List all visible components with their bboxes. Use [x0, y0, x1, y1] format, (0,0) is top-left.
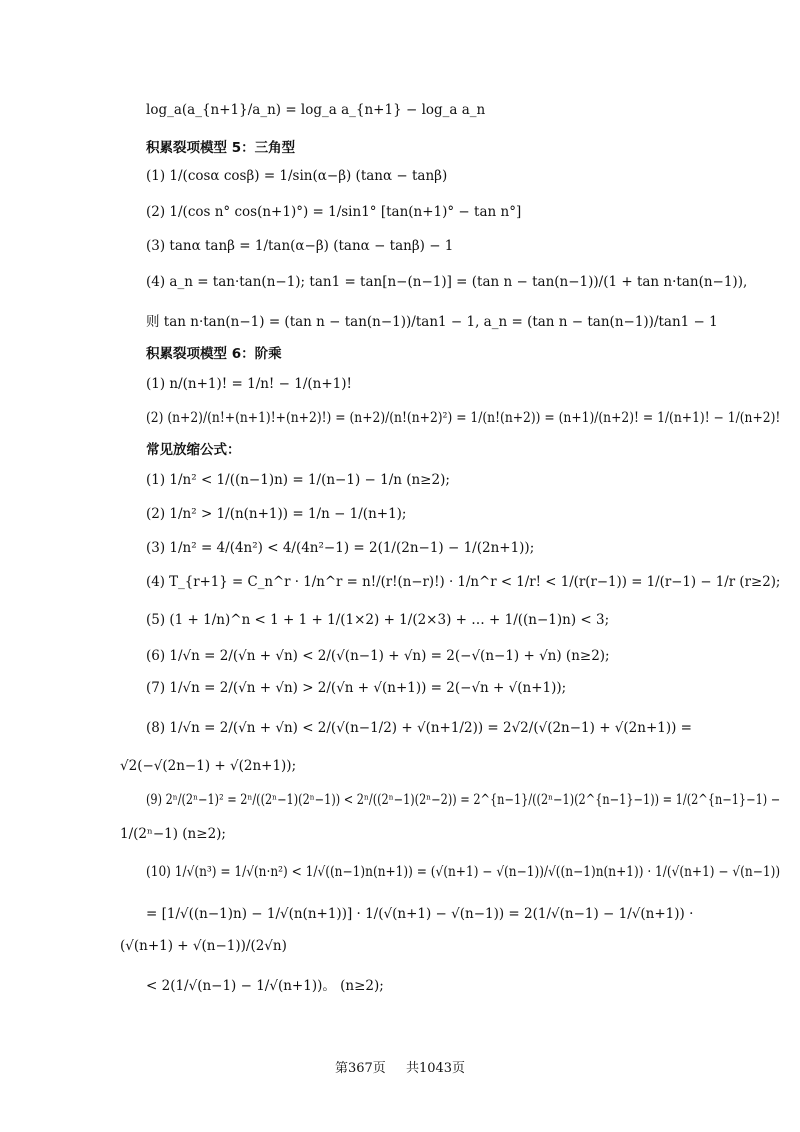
page-total: 共1043页 [405, 1061, 466, 1076]
formula-trig-2: (2) 1/(cos n° cos(n+1)°) = 1/sin1° [tan(n+1)° − tan n°] [146, 204, 522, 220]
formula-factorial-2: (2) (n+2)/(n!+(n+1)!+(n+2)!) = (n+2)/(n!(n+2)²) = 1/(n!(n+2)) = (n+1)/(n+2)! = 1/(n+1)! − 1/(n+2)! [146, 410, 781, 426]
formula-trig-4: (4) a_n = tan·tan(n−1); tan1 = tan[n−(n−1)] = (tan n − tan(n−1))/(1 + tan n·tan(n−1)), [146, 274, 748, 290]
formula-factorial-1: (1) n/(n+1)! = 1/n! − 1/(n+1)! [146, 376, 352, 392]
formula-scale-10-cont2: (√(n+1) + √(n−1))/(2√n) [120, 938, 287, 954]
formula-scale-8-cont: √2(−√(2n−1) + √(2n+1)); [120, 758, 297, 774]
formula-trig-1: (1) 1/(cosα cosβ) = 1/sin(α−β) (tanα − tanβ) [146, 168, 448, 184]
formula-scale-9-cont: 1/(2ⁿ−1) (n≥2); [120, 826, 226, 842]
formula-log-ratio: log_a(a_{n+1}/a_n) = log_a a_{n+1} − log_a a_n [146, 102, 486, 118]
formula-scale-5: (5) (1 + 1/n)^n < 1 + 1 + 1/(1×2) + 1/(2×3) + … + 1/((n−1)n) < 3; [146, 612, 610, 628]
formula-scale-2: (2) 1/n² > 1/(n(n+1)) = 1/n − 1/(n+1); [146, 506, 407, 522]
formula-scale-3: (3) 1/n² = 4/(4n²) < 4/(4n²−1) = 2(1/(2n−1) − 1/(2n+1)); [146, 540, 535, 556]
section-heading-factorial: 积累裂项模型 6：阶乘 [146, 346, 282, 362]
formula-scale-6: (6) 1/√n = 2/(√n + √n) < 2/(√(n−1) + √n) = 2(−√(n−1) + √n) (n≥2); [146, 648, 610, 664]
formula-scale-1: (1) 1/n² < 1/((n−1)n) = 1/(n−1) − 1/n (n≥2); [146, 472, 450, 488]
formula-scale-10-cont: = [1/√((n−1)n) − 1/√(n(n+1))] · 1/(√(n+1) − √(n−1)) = 2(1/√(n−1) − 1/√(n+1)) · [146, 906, 694, 922]
formula-scale-10: (10) 1/√(n³) = 1/√(n·n²) < 1/√((n−1)n(n+1)) = (√(n+1) − √(n−1))/√((n−1)n(n+1)) · 1/(√(n+1) − √(n−1)) [146, 864, 781, 880]
page-number: 第367页 [334, 1061, 386, 1076]
page-footer [0, 1057, 800, 1076]
formula-scale-10-end: < 2(1/√(n−1) − 1/√(n+1))。 (n≥2); [146, 978, 384, 994]
formula-scale-4: (4) T_{r+1} = C_n^r · 1/n^r = n!/(r!(n−r)!) · 1/n^r < 1/r! < 1/(r(r−1)) = 1/(r−1) − 1/r (r≥2); [146, 574, 781, 590]
formula-trig-3: (3) tanα tanβ = 1/tan(α−β) (tanα − tanβ) − 1 [146, 238, 454, 254]
formula-scale-9: (9) 2ⁿ/(2ⁿ−1)² = 2ⁿ/((2ⁿ−1)(2ⁿ−1)) < 2ⁿ/((2ⁿ−1)(2ⁿ−2)) = 2^{n−1}/((2ⁿ−1)(2^{n−1}−1)) = 1/(2^{n−1}−1) − [146, 792, 781, 808]
section-heading-scaling: 常见放缩公式： [146, 442, 241, 458]
formula-scale-8: (8) 1/√n = 2/(√n + √n) < 2/(√(n−1/2) + √(n+1/2)) = 2√2/(√(2n−1) + √(2n+1)) = [146, 720, 692, 736]
formula-trig-4-cont: 则 tan n·tan(n−1) = (tan n − tan(n−1))/tan1 − 1, a_n = (tan n − tan(n−1))/tan1 − 1 [146, 314, 718, 330]
section-heading-trig: 积累裂项模型 5：三角型 [146, 140, 296, 156]
formula-scale-7: (7) 1/√n = 2/(√n + √n) > 2/(√n + √(n+1)) = 2(−√n + √(n+1)); [146, 680, 567, 696]
